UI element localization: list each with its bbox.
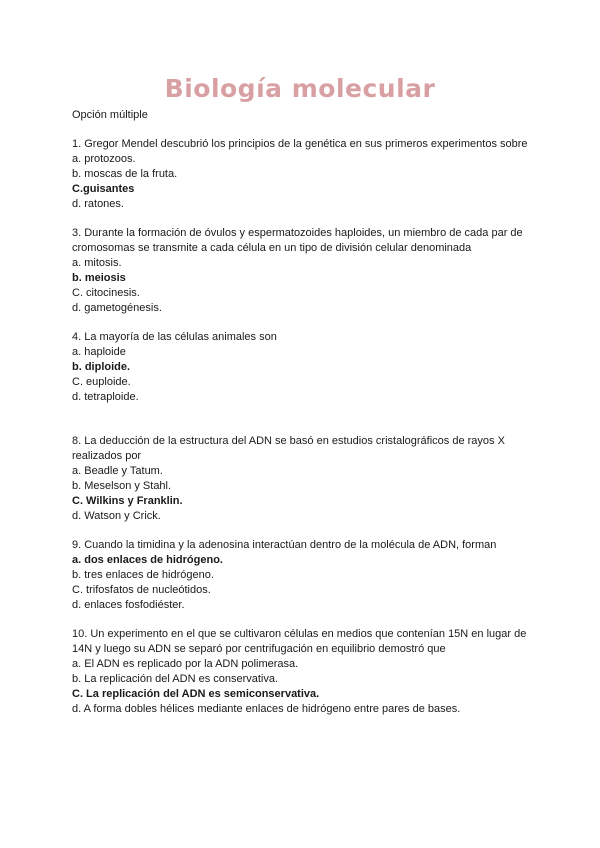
option-b: b. Meselson y Stahl. [72, 480, 172, 492]
option-a: a. haploide [72, 346, 126, 358]
option-b-correct: b. meiosis [72, 272, 126, 284]
option-b: b. tres enlaces de hidrógeno. [72, 569, 214, 581]
option-d: d. enlaces fosfodiéster. [72, 599, 185, 611]
question-stem: 9. Cuando la timidina y la adenosina interactúan dentro de la molécula de ADN, forman [72, 539, 497, 551]
option-d: d. gametogénesis. [72, 302, 162, 314]
option-a: a. protozoos. [72, 153, 136, 165]
question-stem: 4. La mayoría de las células animales son [72, 331, 277, 343]
question-stem: 3. Durante la formación de óvulos y espermatozoides haploides, un miembro de cada par de cromosomas se transmite a cada célula en un tipo de división celular denominada [72, 227, 523, 254]
page-title: Biología molecular [164, 74, 436, 103]
option-d: d. ratones. [72, 198, 124, 210]
question-4 [72, 330, 532, 405]
question-10 [72, 627, 532, 717]
option-a: a. El ADN es replicado por la ADN polimerasa. [72, 658, 299, 670]
option-b: b. La replicación del ADN es conservativa. [72, 673, 279, 685]
question-stem: 8. La deducción de la estructura del ADN se basó en estudios cristalográficos de rayos X realizados por [72, 435, 505, 462]
question-3 [72, 226, 532, 316]
question-9 [72, 538, 532, 613]
option-c: C. trifosfatos de nucleótidos. [72, 584, 211, 596]
section-subtitle: Opción múltiple [72, 109, 148, 121]
option-a: a. Beadle y Tatum. [72, 465, 163, 477]
question-list [72, 108, 532, 731]
option-b: b. moscas de la fruta. [72, 168, 178, 180]
option-d: d. tetraploide. [72, 391, 139, 403]
option-d: d. A forma dobles hélices mediante enlaces de hidrógeno entre pares de bases. [72, 703, 461, 715]
question-8 [72, 434, 532, 524]
option-c: C. euploide. [72, 376, 131, 388]
option-c-correct: C. Wilkins y Franklin. [72, 495, 183, 507]
option-c-correct: C. La replicación del ADN es semiconservativa. [72, 688, 320, 700]
option-a: a. mitosis. [72, 257, 122, 269]
option-d: d. Watson y Crick. [72, 510, 161, 522]
option-c-correct: C.guisantes [72, 183, 135, 195]
option-a-correct: a. dos enlaces de hidrógeno. [72, 554, 223, 566]
option-c: C. citocinesis. [72, 287, 140, 299]
question-stem: 1. Gregor Mendel descubrió los principios de la genética en sus primeros experimentos sobre [72, 138, 528, 150]
question-stem: 10. Un experimento en el que se cultivaron células en medios que contenían 15N en lugar de 14N y luego su ADN se separó por centrifugación en equilibrio demostró que [72, 628, 527, 655]
question-1 [72, 137, 532, 212]
option-b-correct: b. diploide. [72, 361, 131, 373]
